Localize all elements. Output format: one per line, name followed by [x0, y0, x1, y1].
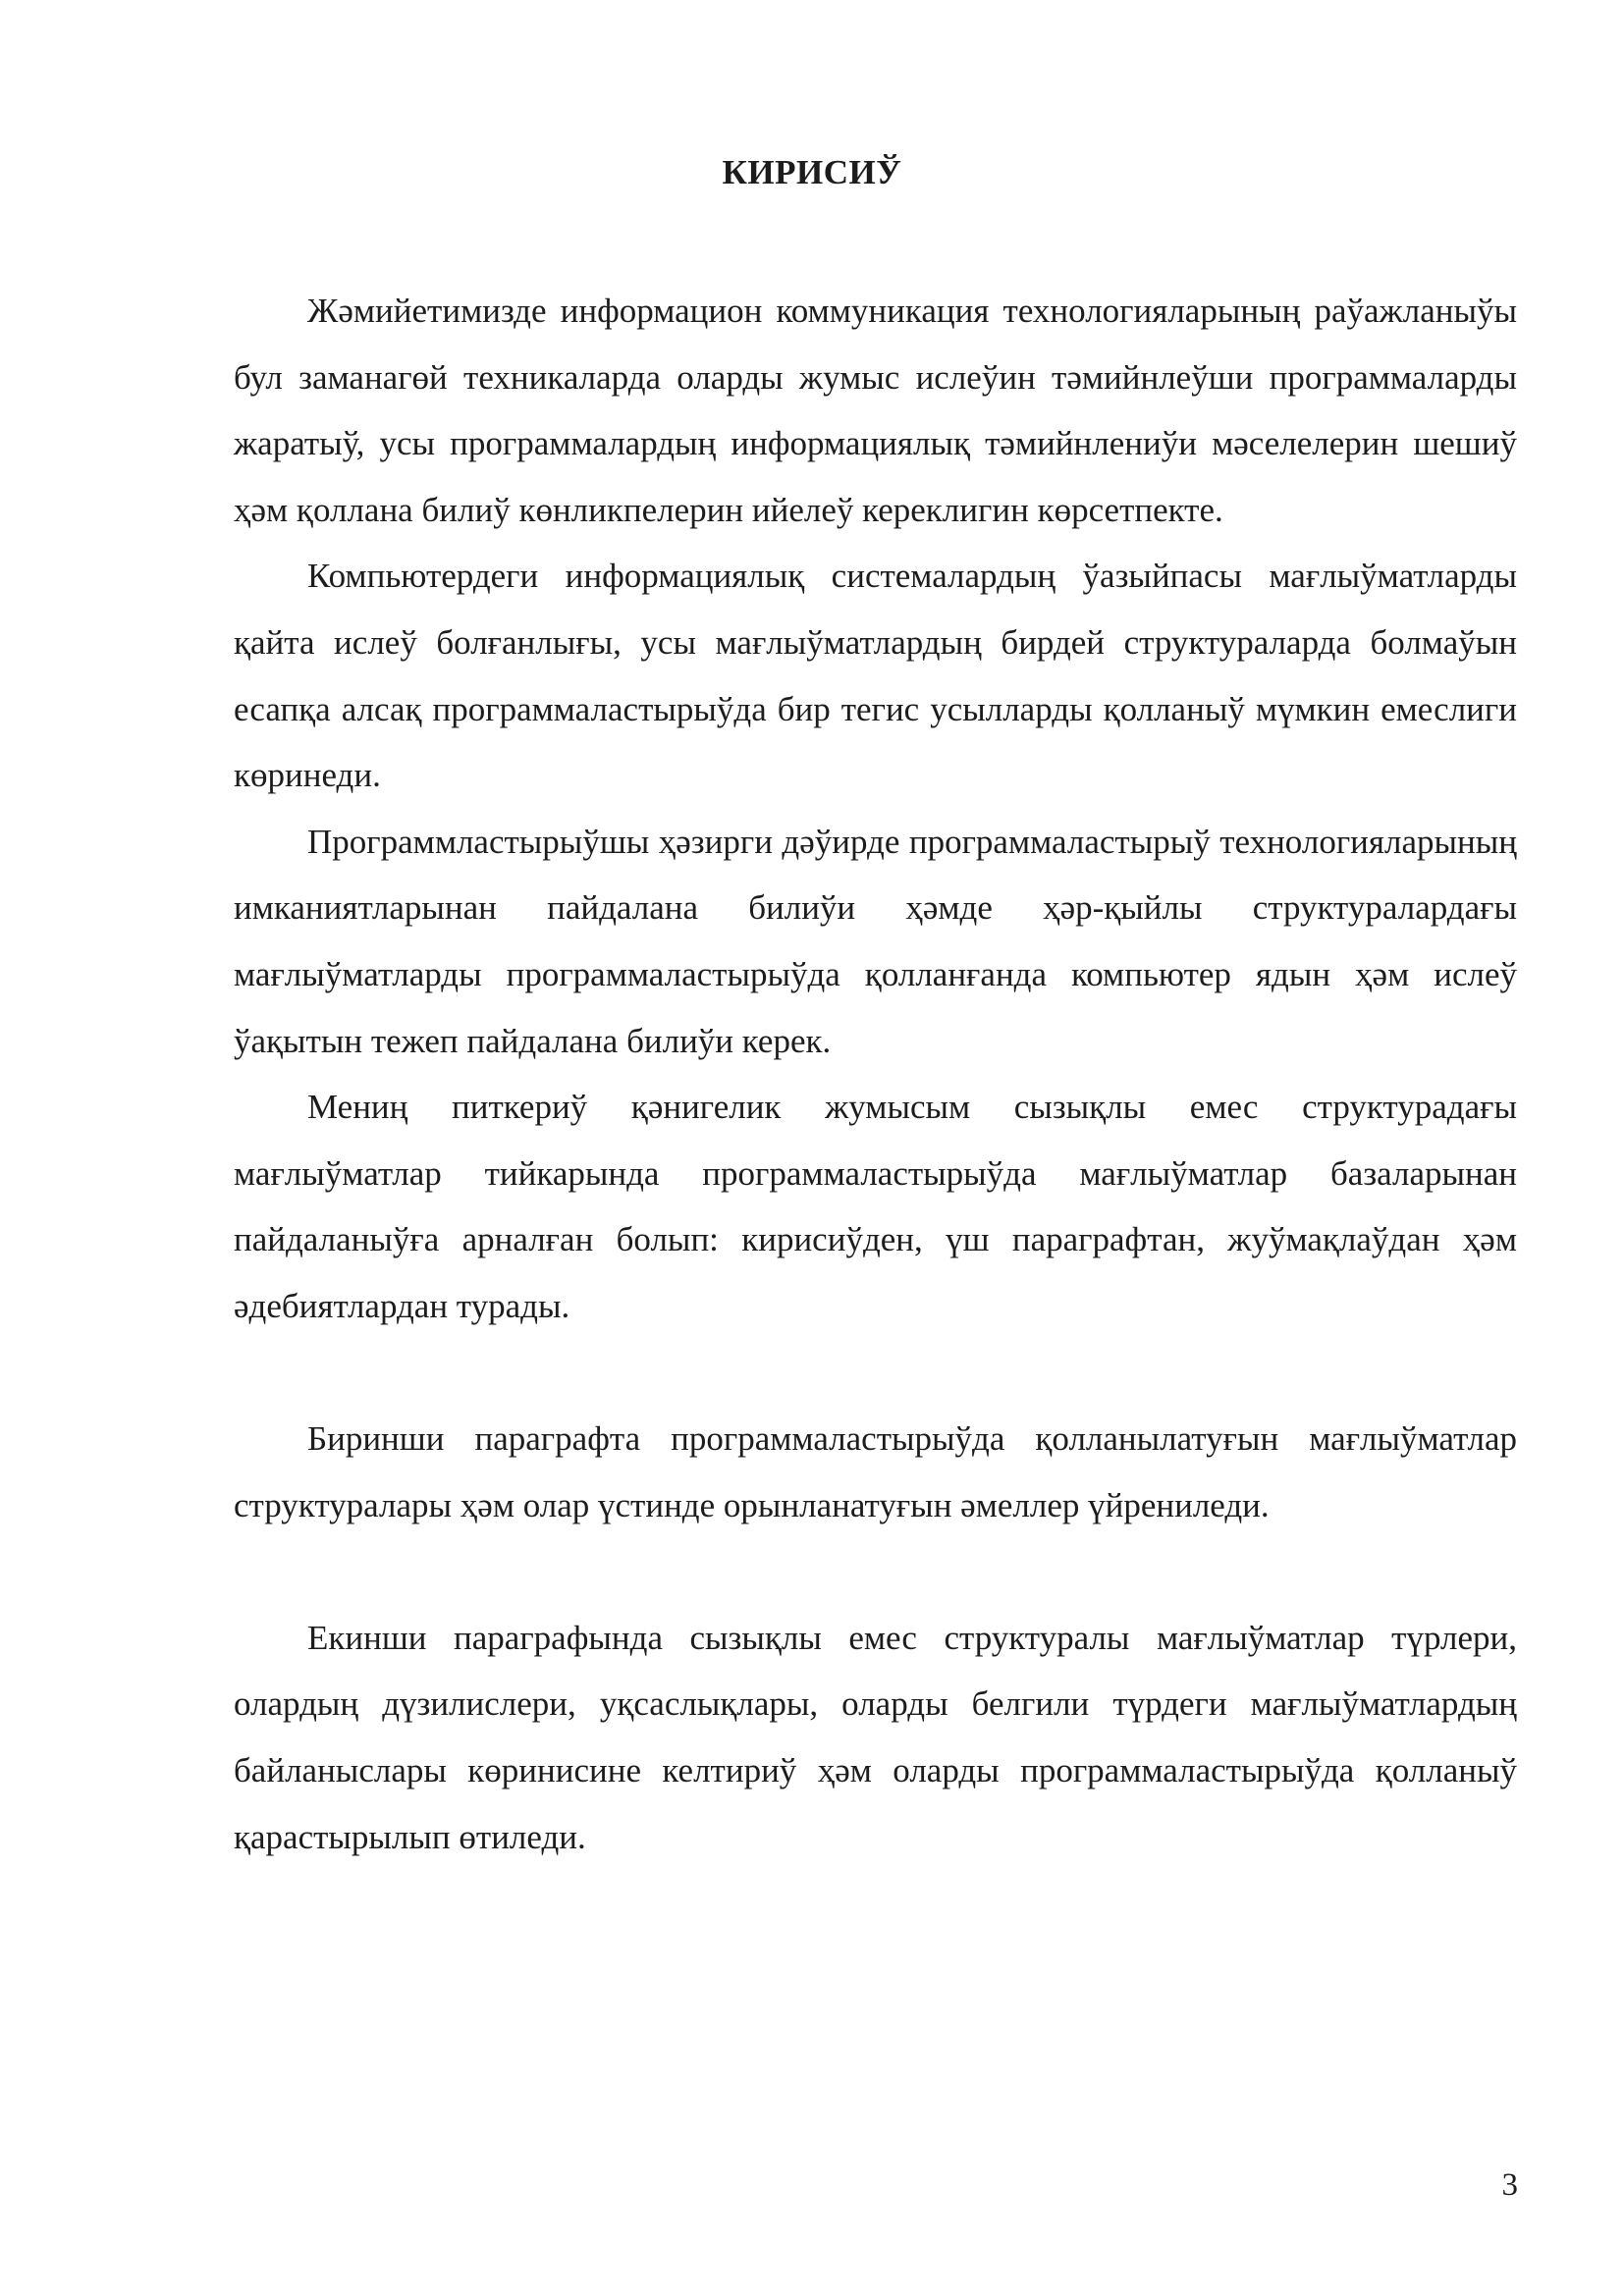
paragraph-2: Компьютердеги информациялық системалардың ўазыйпасы мағлыўматларды қайта ислеў болғанлығы, усы мағлыўматлардың бирдей структураларда болмаўын есапқа алсақ программаластырыўда бир тегис усылларды қолланыў мүмкин емеслиги көринеди. [234, 557, 1517, 795]
paragraph-6: Екинши параграфында сызықлы емес структуралы мағлыўматлар түрлери, олардың дүзилислери, уқсаслықлары, оларды белгили түрдеги мағлыўматлардың байланыслары көринисине келтириў ҳәм оларды программаластырыўда қолланыў қарастырылып өтиледи. [234, 1618, 1517, 1856]
paragraph-spacer [234, 1340, 1517, 1407]
paragraph-spacer [234, 1538, 1517, 1605]
paragraph-1: Жәмийетимизде информацион коммуникация технологияларының раўажланыўы бул заманагөй техникаларда оларды жумыс ислеўин тәмийнлеўши программаларды жаратыў, усы программалардың информациялық тәмийнлениўи мәселелерин шешиў ҳәм қоллана билиў көнликпелерин ийелеў кереклигин көрсетпекте. [234, 292, 1517, 529]
paragraph-5: Биринши параграфта программаластырыўда қолланылатуғын мағлыўматлар структуралары ҳәм олар үстинде орынланатуғын әмеллер үйрениледи. [234, 1419, 1517, 1524]
paragraph-4: Мениң питкериў қәнигелик жумысым сызықлы емес структурадағы мағлыўматлар тийкарында программаластырыўда мағлыўматлар базаларынан пайдаланыўға арналған болып: кирисиўден, үш параграфтан, жуўмақлаўдан ҳәм әдебиятлардан турады. [234, 1088, 1517, 1325]
body-text [234, 278, 1517, 1870]
page-title: КИРИСИЎ [722, 153, 902, 191]
page-number: 3 [1501, 2167, 1518, 2203]
paragraph-3: Программластырыўшы ҳәзирги дәўирде программаластырыў технологияларының имканиятларынан пайдалана билиўи ҳәмде ҳәр-қыйлы структуралардағы мағлыўматларды программаластырыўда қолланғанда компьютер ядын ҳәм ислеў ўақытын тежеп пайдалана билиўи керек. [234, 822, 1517, 1060]
